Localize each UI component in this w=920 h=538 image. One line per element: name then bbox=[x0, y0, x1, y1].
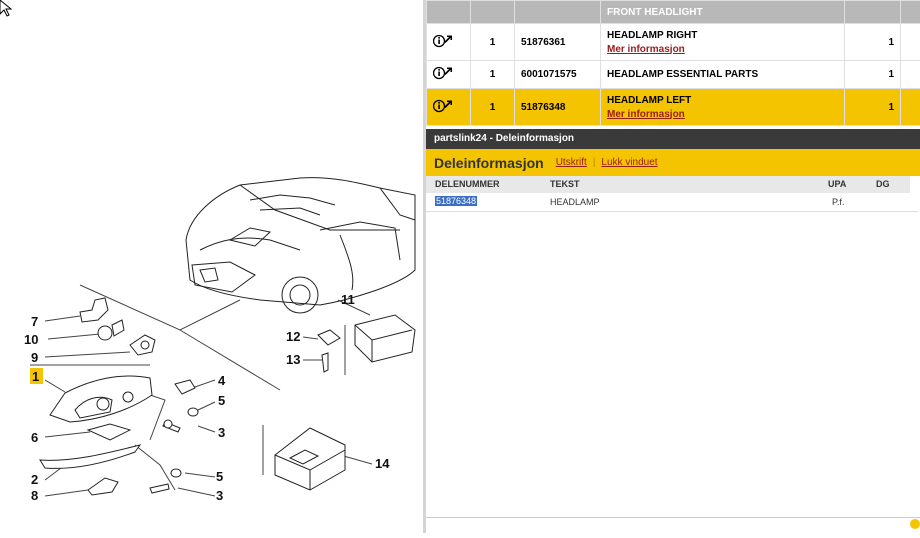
label-13: 13 bbox=[286, 352, 300, 367]
parts-table bbox=[426, 0, 920, 126]
column-dg: DG bbox=[876, 179, 890, 189]
description-cell bbox=[601, 89, 845, 126]
label-5-lower: 5 bbox=[216, 469, 223, 484]
qty-cell: 1 bbox=[471, 24, 515, 61]
header-cell-count bbox=[845, 1, 901, 24]
label-11: 11 bbox=[341, 292, 355, 307]
print-link[interactable]: Utskrift bbox=[556, 157, 587, 168]
popup-toolbar bbox=[426, 149, 920, 176]
info-link-icon[interactable] bbox=[433, 66, 453, 80]
table-row-selected[interactable] bbox=[427, 89, 920, 126]
label-9: 9 bbox=[31, 350, 38, 365]
end-cell bbox=[901, 89, 920, 126]
header-cell-partno bbox=[515, 1, 601, 24]
info-cell[interactable] bbox=[427, 61, 471, 89]
info-cell[interactable] bbox=[427, 24, 471, 61]
count-cell: 1 bbox=[845, 89, 901, 126]
header-cell-qty bbox=[471, 1, 515, 24]
label-10: 10 bbox=[24, 332, 38, 347]
table-row[interactable] bbox=[427, 61, 920, 89]
column-partno: DELENUMMER bbox=[435, 179, 500, 189]
popup-column-headers bbox=[426, 176, 910, 193]
status-dot-icon bbox=[910, 519, 920, 529]
close-window-link[interactable]: Lukk vinduet bbox=[601, 157, 657, 168]
count-cell: 1 bbox=[845, 61, 901, 89]
parts-diagram bbox=[0, 0, 423, 533]
row-text: HEADLAMP bbox=[550, 197, 600, 207]
row-upa: P.f. bbox=[832, 197, 844, 207]
description-cell bbox=[601, 61, 845, 89]
partno-cell: 51876348 bbox=[515, 89, 601, 126]
description-text: HEADLAMP ESSENTIAL PARTS bbox=[607, 69, 758, 80]
info-link-icon[interactable] bbox=[433, 99, 453, 113]
label-8: 8 bbox=[31, 488, 38, 503]
more-info-link[interactable]: Mer informasjon bbox=[607, 109, 838, 120]
header-cell-end bbox=[901, 1, 920, 24]
popup-heading: Deleinformasjon bbox=[434, 155, 544, 171]
popup-data-row[interactable] bbox=[426, 193, 918, 212]
bottom-rule bbox=[426, 517, 920, 518]
parts-diagram-panel bbox=[0, 0, 423, 533]
header-cell-description: FRONT HEADLIGHT bbox=[601, 1, 845, 24]
label-14: 14 bbox=[375, 456, 390, 471]
part-info-popup bbox=[426, 129, 920, 533]
label-3: 3 bbox=[218, 425, 225, 440]
header-cell-icon bbox=[427, 1, 471, 24]
label-7: 7 bbox=[31, 314, 38, 329]
partno-cell: 6001071575 bbox=[515, 61, 601, 89]
count-cell: 1 bbox=[845, 24, 901, 61]
qty-cell: 1 bbox=[471, 61, 515, 89]
description-text: HEADLAMP LEFT bbox=[607, 95, 691, 106]
popup-title: partslink24 - Deleinformasjon bbox=[426, 129, 920, 149]
end-cell bbox=[901, 61, 920, 89]
label-1: 1 bbox=[32, 369, 39, 384]
description-text: HEADLAMP RIGHT bbox=[607, 30, 697, 41]
table-row[interactable] bbox=[427, 24, 920, 61]
info-cell[interactable] bbox=[427, 89, 471, 126]
diagram-parts bbox=[40, 298, 415, 495]
partno-cell: 51876361 bbox=[515, 24, 601, 61]
info-link-icon[interactable] bbox=[433, 34, 453, 48]
label-2: 2 bbox=[31, 472, 38, 487]
label-6: 6 bbox=[31, 430, 38, 445]
label-12: 12 bbox=[286, 329, 300, 344]
label-4: 4 bbox=[218, 373, 226, 388]
car-illustration bbox=[186, 178, 415, 313]
description-cell bbox=[601, 24, 845, 61]
column-upa: UPA bbox=[828, 179, 846, 189]
end-cell bbox=[901, 24, 920, 61]
mouse-cursor-icon bbox=[0, 0, 11, 16]
selected-partno[interactable]: 51876348 bbox=[435, 196, 477, 206]
qty-cell: 1 bbox=[471, 89, 515, 126]
parts-table-header bbox=[427, 1, 920, 24]
more-info-link[interactable]: Mer informasjon bbox=[607, 44, 838, 55]
label-3-lower: 3 bbox=[216, 488, 223, 503]
label-5: 5 bbox=[218, 393, 225, 408]
parts-list-panel bbox=[426, 0, 920, 533]
link-separator: | bbox=[593, 157, 596, 168]
column-text: TEKST bbox=[550, 179, 580, 189]
